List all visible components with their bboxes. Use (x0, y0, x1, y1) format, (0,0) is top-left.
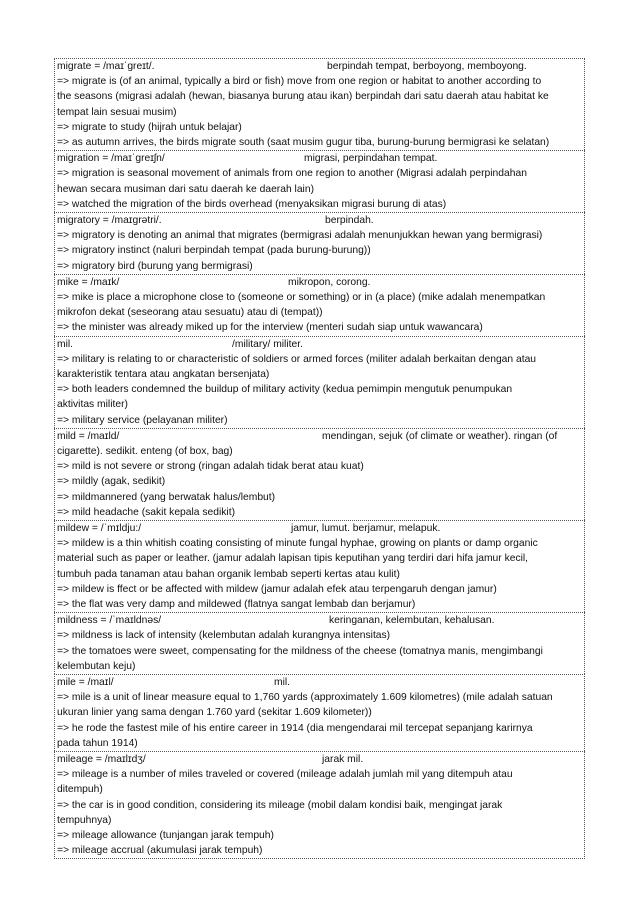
definition-continuation: tempat lain sesuai musim) (57, 106, 177, 118)
definition-line: => mile is a unit of linear measure equal to 1,760 yards (approximately 1.609 kilometres) (mile adalah satuan (57, 692, 553, 704)
definition-line: => mild headache (sakit kepala sedikit) (57, 506, 236, 518)
translation: mendingan, sejuk (of climate or weather). ringan (of (322, 430, 558, 442)
entry-mildew (54, 520, 585, 612)
definition-line: => both leaders condemned the buildup of military activity (kedua pemimpin mengutuk penumpukan (57, 384, 513, 396)
definition-line: => migrate to study (hijrah untuk belajar) (57, 121, 242, 133)
translation: /military/ militer. (232, 338, 303, 350)
definition-line: => mildly (agak, sedikit) (57, 476, 166, 488)
headword: migrate = /maɪˈgreɪt/. (57, 61, 155, 72)
definition-line: => mildmannered (yang berwatak halus/lembut) (57, 491, 276, 503)
definition-continuation: tempuhnya) (57, 814, 112, 826)
entry-header (57, 213, 582, 228)
entry-migratory (54, 212, 585, 274)
entry-header (57, 151, 582, 166)
dictionary-document (54, 58, 585, 859)
translation: jamur, lumut. berjamur, melapuk. (291, 523, 441, 534)
entry-mildness (54, 612, 585, 674)
entry-header (57, 752, 582, 767)
definition-line: => mike is place a microphone close to (someone or something) or in (a place) (mike adalah menempatkan (57, 291, 546, 303)
definition-line: => mildew is ffect or be affected with mildew (jamur adalah efek atau terpengaruh dengan jamur) (57, 583, 497, 595)
definition-line: => as autumn arrives, the birds migrate south (saat musim gugur tiba, burung-burung bermigrasi ke selatan) (57, 137, 550, 148)
definition-continuation: karakteristik tentara atau angkatan bersenjata) (57, 368, 270, 380)
definition-line: => migrate is (of an animal, typically a bird or fish) move from one region or habitat to another according to (57, 76, 542, 88)
entry-mild (54, 428, 585, 520)
definition-line: => migratory is denoting an animal that migrates (bermigrasi adalah menunjukkan hewan yang bermigrasi) (57, 230, 543, 242)
definition-line: => migration is seasonal movement of animals from one region to another (Migrasi adalah perpindahan (57, 168, 527, 180)
headword: mike = /maɪk/ (57, 276, 120, 288)
headword: mildew = /ˈmɪldju:/ (57, 523, 142, 534)
entry-header (57, 613, 582, 628)
definition-continuation: hewan secara musiman dari satu daerah ke daerah lain) (57, 183, 314, 195)
translation: berpindah tempat, berboyong, memboyong. (327, 61, 527, 72)
definition-line: => he rode the fastest mile of his entire career in 1914 (dia mengendarai mil tercepat sepanjang karirnya (57, 722, 533, 734)
definition-line: => the car is in good condition, considering its mileage (mobil dalam kondisi baik, mengingat jarak (57, 799, 503, 811)
headword: mild = /maɪld/ (57, 430, 120, 442)
definition-line: => the flat was very damp and mildewed (flatnya sangat lembab dan berjamur) (57, 599, 416, 610)
headword: migratory = /maɪgrətri/. (57, 215, 162, 226)
definition-line: => mileage accrual (akumulasi jarak tempuh) (57, 845, 263, 857)
definition-line: => migratory bird (burung yang bermigrasi) (57, 260, 253, 272)
definition-line: => military service (pelayanan militer) (57, 414, 228, 426)
definition-continuation: ukuran linier yang sama dengan 1.760 yard (sekitar 1.609 kilometer)) (57, 707, 372, 719)
entry-mileage (54, 751, 585, 859)
definition-line: => watched the migration of the birds overhead (menyaksikan migrasi burung di atas) (57, 198, 447, 210)
entry-header (57, 675, 582, 690)
definition-line: => migratory instinct (naluri berpindah tempat (pada burung-burung)) (57, 245, 371, 257)
entry-mil (54, 336, 585, 428)
definition-continuation: cigarette). sedikit. enteng (of box, bag) (57, 445, 233, 457)
headword: migration = /maɪˈgreɪʃn/ (57, 153, 165, 165)
definition-line: => mildew is a thin whitish coating consisting of minute fungal hyphae, growing on plants or damp organic (57, 538, 538, 550)
translation: berpindah. (325, 215, 374, 226)
definition-line: => mileage allowance (tunjangan jarak tempuh) (57, 830, 274, 841)
entry-migrate (54, 58, 585, 150)
entry-migration (54, 150, 585, 212)
definition-line: => mileage is a number of miles traveled or covered (mileage adalah jumlah mil yang ditempuh atau (57, 769, 513, 781)
entry-header (57, 59, 582, 74)
definition-continuation: kelembutan keju) (57, 660, 136, 672)
headword: mil. (57, 338, 74, 350)
headword: mileage = /maɪlɪdʒ/ (57, 754, 146, 765)
entry-header (57, 337, 582, 352)
definition-line: => military is relating to or characteristic of soldiers or armed forces (militer adalah berkaitan dengan atau (57, 353, 537, 365)
definition-line: => mild is not severe or strong (ringan adalah tidak berat atau kuat) (57, 461, 364, 473)
entry-header (57, 275, 582, 290)
definition-line: => mildness is lack of intensity (kelembutan adalah kurangnya intensitas) (57, 630, 391, 642)
headword: mile = /maɪl/ (57, 677, 114, 688)
translation: mil. (274, 677, 291, 688)
definition-line: => the minister was already miked up for the interview (menteri sudah siap untuk wawancara) (57, 322, 483, 334)
definition-continuation: the seasons (migrasi adalah (hewan, biasanya burung atau ikan) berpindah dari satu daerah atau habitat ke (57, 91, 549, 103)
translation: migrasi, perpindahan tempat. (304, 153, 438, 165)
headword: mildness = /ˈmaɪldnəs/ (57, 615, 162, 627)
translation: keringanan, kelembutan, kehalusan. (329, 615, 495, 627)
definition-continuation: aktivitas militer) (57, 399, 128, 411)
entry-mile (54, 674, 585, 751)
definition-continuation: ditempuh) (57, 784, 103, 796)
definition-continuation: tumbuh pada tanaman atau bahan organik lembab seperti kertas atau kulit) (57, 568, 400, 580)
entry-header (57, 521, 582, 536)
definition-continuation: mikrofon dekat (seseorang atau sesuatu) atau di (tempat)) (57, 307, 323, 319)
entry-mike (54, 274, 585, 336)
definition-continuation: material such as paper or leather. (jamur adalah lapisan tipis keputihan yang terdiri dari hifa jamur kecil, (57, 553, 529, 565)
translation: jarak mil. (322, 754, 364, 765)
entry-header (57, 429, 582, 444)
definition-continuation: pada tahun 1914) (57, 737, 138, 749)
definition-line: => the tomatoes were sweet, compensating for the mildness of the cheese (tomatnya manis, mengimbangi (57, 645, 543, 657)
translation: mikropon, corong. (288, 276, 371, 288)
